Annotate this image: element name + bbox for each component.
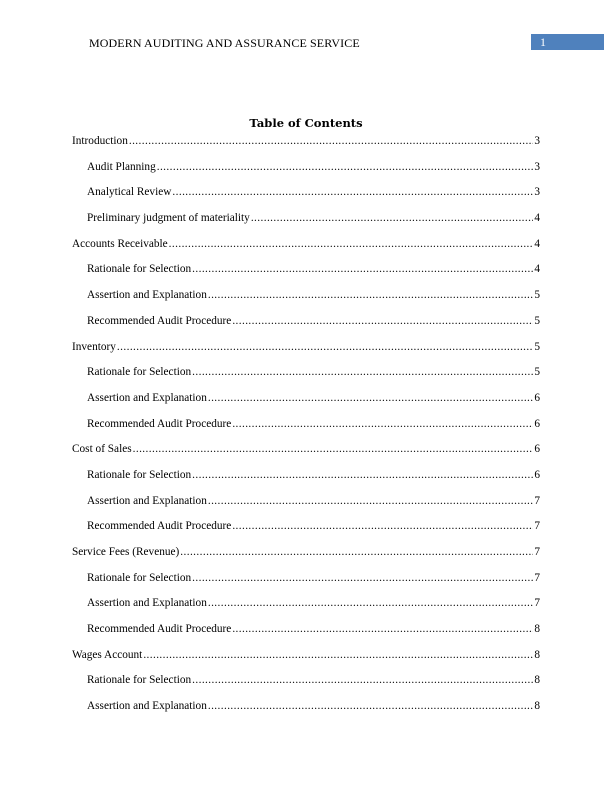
toc-entry-text: Inventory: [72, 340, 116, 353]
toc-entry[interactable]: [72, 339, 540, 365]
toc-entry-text: Service Fees (Revenue): [72, 546, 180, 558]
toc-entry-page: 6: [534, 417, 540, 430]
toc-entry-text: Recommended Audit Procedure: [87, 623, 232, 636]
toc-entry-page: 5: [534, 289, 540, 302]
toc-entry-text: Introduction: [72, 135, 128, 147]
toc-entry-page: 3: [534, 160, 540, 173]
toc-entry[interactable]: [72, 493, 540, 519]
toc-entry[interactable]: [72, 313, 540, 339]
toc-entry[interactable]: [72, 570, 540, 596]
toc-entry-page: 6: [534, 443, 540, 456]
toc-entry-text: Recommended Audit Procedure: [87, 314, 232, 327]
toc-entry[interactable]: [72, 518, 540, 544]
toc-dot-leader: [251, 210, 534, 226]
toc-entry[interactable]: [72, 595, 540, 621]
toc-entry-text: Rationale for Selection: [87, 366, 192, 379]
toc-dot-leader: [192, 570, 533, 586]
toc-dot-leader: [208, 493, 533, 509]
toc-entry[interactable]: [72, 467, 540, 493]
toc-entry-text: Recommended Audit Procedure: [87, 520, 232, 533]
toc-dot-leader: [232, 416, 533, 432]
toc-entry-text: Assertion and Explanation: [87, 700, 207, 713]
toc-dot-leader: [192, 672, 533, 688]
toc-dot-leader: [232, 313, 533, 329]
table-of-contents: [72, 133, 540, 724]
toc-dot-leader: [208, 390, 533, 406]
toc-entry[interactable]: [72, 261, 540, 287]
toc-entry-text: Wages Account: [72, 648, 143, 661]
toc-entry-text: Assertion and Explanation: [87, 494, 207, 507]
toc-dot-leader: [208, 698, 533, 714]
toc-entry-page: 4: [534, 212, 540, 225]
toc-dot-leader: [232, 621, 533, 637]
toc-title: Table of Contents: [249, 116, 363, 130]
toc-entry-page: 7: [534, 597, 540, 610]
page-number-badge: 1: [531, 34, 604, 50]
toc-entry-page: 5: [534, 366, 540, 379]
toc-entry-text: Rationale for Selection: [87, 468, 192, 481]
toc-entry-page: 3: [534, 135, 540, 147]
toc-entry-text: Preliminary judgment of materiality: [87, 212, 250, 225]
toc-entry-page: 4: [534, 237, 540, 250]
toc-entry-text: Assertion and Explanation: [87, 597, 207, 610]
toc-dot-leader: [133, 441, 534, 457]
toc-entry-page: 7: [534, 494, 540, 507]
toc-entry-page: 4: [534, 263, 540, 276]
toc-entry[interactable]: [72, 647, 540, 673]
toc-dot-leader: [117, 339, 533, 355]
toc-entry-page: 6: [534, 391, 540, 404]
toc-entry[interactable]: [72, 544, 540, 570]
toc-entry[interactable]: [72, 133, 540, 159]
toc-entry-page: 8: [534, 674, 540, 687]
toc-entry-page: 5: [534, 314, 540, 327]
toc-entry-text: Audit Planning: [87, 160, 156, 173]
toc-entry[interactable]: [72, 441, 540, 467]
toc-dot-leader: [129, 133, 533, 149]
toc-dot-leader: [180, 544, 533, 560]
toc-entry-text: Rationale for Selection: [87, 674, 192, 687]
toc-dot-leader: [232, 518, 533, 534]
toc-entry[interactable]: [72, 159, 540, 185]
toc-entry[interactable]: [72, 416, 540, 442]
toc-entry[interactable]: [72, 698, 540, 724]
toc-entry[interactable]: [72, 287, 540, 313]
toc-entry[interactable]: [72, 236, 540, 262]
toc-entry-text: Analytical Review: [87, 186, 172, 199]
running-header-title: MODERN AUDITING AND ASSURANCE SERVICE: [89, 36, 360, 50]
toc-entry[interactable]: [72, 621, 540, 647]
toc-entry-page: 3: [534, 186, 540, 199]
toc-dot-leader: [192, 364, 533, 380]
toc-entry-page: 8: [534, 623, 540, 636]
toc-entry[interactable]: [72, 390, 540, 416]
toc-dot-leader: [143, 647, 533, 663]
toc-entry-page: 7: [534, 520, 540, 533]
toc-dot-leader: [172, 184, 533, 200]
toc-entry-text: Assertion and Explanation: [87, 289, 207, 302]
toc-entry-text: Rationale for Selection: [87, 263, 192, 276]
toc-dot-leader: [192, 467, 533, 483]
toc-dot-leader: [169, 236, 534, 252]
toc-dot-leader: [192, 261, 533, 277]
toc-entry-text: Rationale for Selection: [87, 571, 192, 584]
toc-entry[interactable]: [72, 672, 540, 698]
toc-entry-page: 8: [534, 700, 540, 713]
toc-entry-text: Cost of Sales: [72, 443, 132, 456]
toc-entry[interactable]: [72, 210, 540, 236]
toc-entry[interactable]: [72, 364, 540, 390]
toc-entry[interactable]: [72, 184, 540, 210]
toc-entry-page: 8: [534, 648, 540, 661]
toc-entry-page: 6: [534, 468, 540, 481]
toc-entry-page: 7: [534, 546, 540, 558]
toc-dot-leader: [157, 159, 534, 175]
toc-dot-leader: [208, 595, 533, 611]
toc-dot-leader: [208, 287, 533, 303]
toc-entry-page: 7: [534, 571, 540, 584]
toc-entry-text: Accounts Receivable: [72, 237, 168, 250]
toc-entry-text: Assertion and Explanation: [87, 391, 207, 404]
toc-entry-text: Recommended Audit Procedure: [87, 417, 232, 430]
toc-entry-page: 5: [534, 340, 540, 353]
